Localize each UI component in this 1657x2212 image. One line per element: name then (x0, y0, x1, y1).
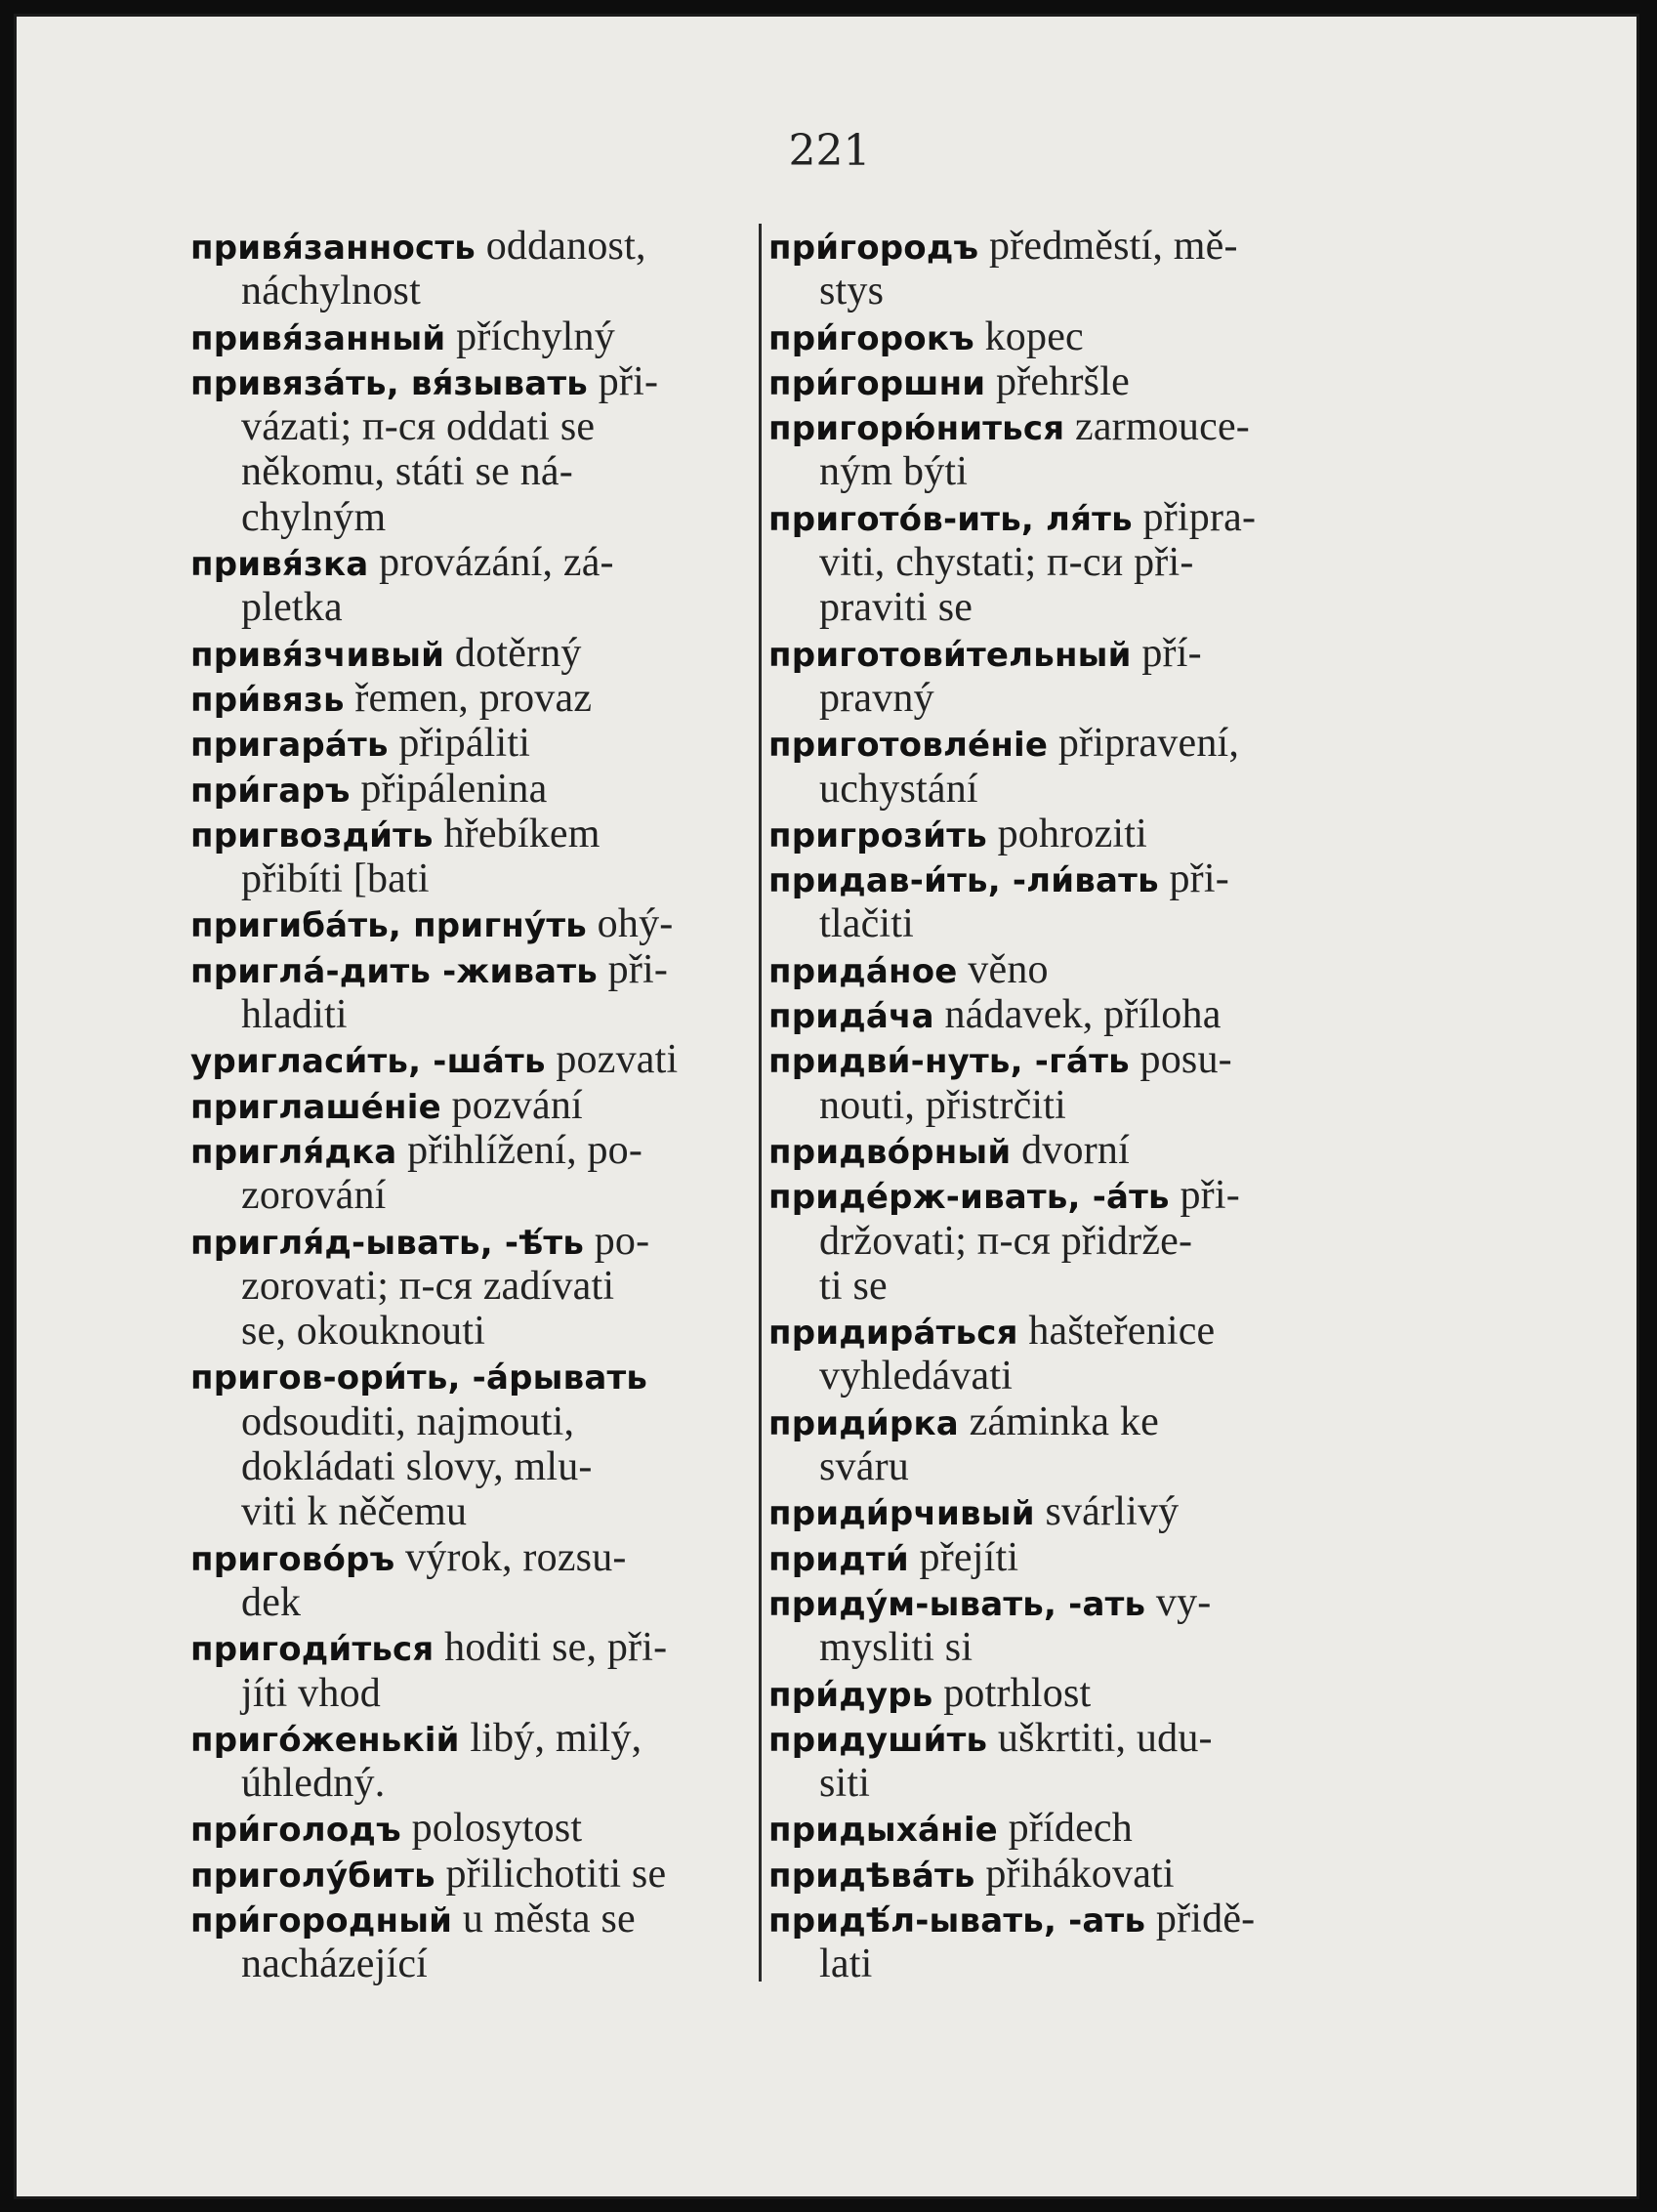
entry-first-line (190, 1625, 752, 1670)
entry-first-line (768, 1399, 1327, 1444)
dictionary-entry (768, 1128, 1327, 1173)
headword: приготови́тельный (768, 635, 1132, 675)
entry-first-line (768, 1580, 1327, 1625)
headword: уригласи́ть, -ша́ть (190, 1042, 546, 1082)
dictionary-entry (190, 1716, 752, 1807)
dictionary-entry (768, 1806, 1327, 1851)
translation-continuation: praviti se (819, 585, 973, 631)
dictionary-entry (768, 1580, 1327, 1671)
translation: pohroziti (997, 811, 1148, 856)
entry-first-line (768, 1671, 1327, 1716)
translation-continuation: se, okouknouti (241, 1309, 486, 1355)
translation: hoditi se, při- (444, 1625, 668, 1671)
entry-first-line (190, 631, 752, 676)
entry-first-line (768, 1173, 1327, 1218)
entry-first-line (768, 721, 1327, 766)
headword: прида́ча (768, 997, 934, 1037)
entry-first-line (190, 359, 752, 404)
headword: приди́рка (768, 1403, 959, 1443)
dictionary-entry (768, 812, 1327, 856)
dictionary-entry (190, 812, 752, 902)
dictionary-entry (190, 1852, 752, 1897)
dictionary-entry (768, 992, 1327, 1037)
dictionary-entry (768, 1535, 1327, 1580)
headword: пригово́ръ (190, 1539, 395, 1579)
translation-continuation: přibíti [bati (241, 856, 430, 902)
entry-first-line (190, 540, 752, 585)
entry-first-line (768, 992, 1327, 1037)
headword: придво́рный (768, 1132, 1012, 1172)
headword: пригля́дка (190, 1132, 397, 1172)
translation: pozvání (451, 1082, 583, 1128)
headword: при́горокъ (768, 318, 974, 358)
entry-first-line (768, 1489, 1327, 1534)
headword: привя́зчивый (190, 635, 445, 675)
translation-continuation: pravný (819, 675, 934, 721)
translation: provázání, zá- (379, 540, 614, 586)
headword: прида́ное (768, 951, 958, 991)
dictionary-entry (768, 721, 1327, 812)
translation-continuation: někomu, státi se ná- (241, 449, 573, 495)
headword: придѣ́л-ывать, -ать (768, 1900, 1146, 1941)
entry-first-line (768, 1897, 1327, 1941)
headword: пригла́-дить -живать (190, 951, 598, 991)
dictionary-entry (768, 495, 1327, 631)
translation: příchylný (456, 313, 615, 359)
dictionary-entry (768, 1671, 1327, 1716)
dictionary-entry (190, 359, 752, 540)
dictionary-entry (768, 359, 1327, 404)
translation: pozvati (556, 1037, 679, 1083)
translation: libý, milý, (470, 1715, 642, 1761)
headword: при́горшни (768, 363, 986, 403)
translation: přihlížení, po- (407, 1127, 643, 1173)
headword: при́голодъ (190, 1811, 401, 1851)
column-divider (759, 224, 762, 1982)
translation: oddanost, (485, 224, 646, 269)
entry-first-line (190, 1716, 752, 1761)
entry-first-line (768, 1037, 1327, 1082)
headword: приголу́бить (190, 1856, 435, 1896)
dictionary-entry (768, 314, 1327, 359)
entry-first-line (768, 631, 1327, 676)
dictionary-entry (190, 1083, 752, 1128)
translation: zarmouce- (1074, 404, 1250, 450)
translation-continuation: nouti, přistrčiti (819, 1082, 1067, 1128)
entry-first-line (768, 404, 1327, 449)
translation-continuation: hladiti (241, 992, 348, 1038)
translation: přilichotiti se (445, 1851, 667, 1897)
translation: při- (607, 946, 669, 992)
dictionary-entry (768, 1852, 1327, 1897)
entry-first-line (190, 1806, 752, 1851)
headword: придуши́ть (768, 1720, 988, 1760)
translation: posu- (1139, 1037, 1232, 1083)
entry-first-line (190, 1219, 752, 1264)
dictionary-entry (190, 224, 752, 314)
translation-continuation: pletka (241, 585, 343, 631)
headword: приде́рж-ивать, -а́ть (768, 1178, 1170, 1218)
dictionary-entry (768, 947, 1327, 992)
entry-first-line (768, 314, 1327, 359)
translation: ohý- (597, 901, 674, 947)
dictionary-entry (190, 540, 752, 631)
translation: přejíti (919, 1534, 1019, 1580)
dictionary-entry (190, 721, 752, 766)
translation-continuation: náchylnost (241, 269, 421, 314)
dictionary-entry (190, 1354, 752, 1534)
dictionary-entry (768, 224, 1327, 314)
dictionary-entry (190, 676, 752, 721)
translation-continuation: ti se (819, 1263, 888, 1309)
translation: při- (598, 358, 659, 404)
entry-first-line (190, 314, 752, 359)
translation-continuation: zorovati; п-ся zadívati (241, 1263, 615, 1309)
entry-first-line (768, 359, 1327, 404)
translation: u města se (462, 1896, 636, 1941)
entry-first-line (768, 1716, 1327, 1761)
right-column (768, 224, 1327, 1987)
dictionary-page (14, 14, 1639, 2199)
headword: приго́женькій (190, 1720, 460, 1760)
headword: придѣва́ть (768, 1856, 975, 1896)
translation-continuation: mysliti si (819, 1625, 973, 1671)
dictionary-entry (190, 1037, 752, 1082)
translation-continuation: lati (819, 1941, 873, 1987)
entry-first-line (768, 1852, 1327, 1897)
translation: hašteřenice (1028, 1309, 1216, 1355)
translation-continuation: úhledný. (241, 1761, 386, 1807)
headword: пригорю́ниться (768, 409, 1065, 449)
translation: po- (594, 1218, 650, 1264)
translation-continuation: viti, chystati; п-си při- (819, 540, 1194, 586)
entry-first-line (190, 1128, 752, 1173)
dictionary-entry (190, 1806, 752, 1851)
entry-first-line (190, 812, 752, 856)
translation-continuation: jíti vhod (241, 1670, 381, 1716)
headword: привяза́ть, вя́зывать (190, 363, 588, 403)
entry-first-line (768, 1309, 1327, 1354)
translation: předměstí, mě- (988, 224, 1238, 269)
translation: dvorní (1021, 1127, 1130, 1173)
entry-first-line (768, 1806, 1327, 1851)
translation: hřebíkem (443, 811, 601, 856)
entry-first-line (768, 224, 1327, 269)
headword: придыха́ніе (768, 1811, 998, 1851)
dictionary-entry (768, 631, 1327, 722)
entry-first-line (190, 1354, 752, 1398)
entry-first-line (190, 1535, 752, 1580)
headword: придти́ (768, 1539, 909, 1579)
headword: при́гаръ (190, 771, 351, 811)
entry-first-line (190, 767, 752, 812)
headword: при́городный (190, 1900, 453, 1941)
headword: при́вязь (190, 680, 345, 720)
headword: привя́занный (190, 318, 446, 358)
dictionary-entry (768, 1716, 1327, 1807)
entry-first-line (190, 1852, 752, 1897)
translation: svárlivý (1045, 1489, 1180, 1535)
dictionary-entry (768, 1309, 1327, 1399)
translation: připra- (1142, 494, 1257, 540)
entry-first-line (190, 947, 752, 992)
dictionary-entry (190, 1128, 752, 1219)
translation: potrhlost (943, 1670, 1092, 1716)
translation-continuation: tlačiti (819, 901, 915, 947)
translation: řemen, provaz (354, 675, 593, 721)
translation: přídech (1008, 1806, 1133, 1852)
translation-continuation: ným býti (819, 449, 969, 495)
headword: привя́зка (190, 545, 369, 585)
headword: приглаше́ніе (190, 1087, 441, 1127)
translation-continuation: dokládati slovy, mlu- (241, 1444, 593, 1490)
headword: пригля́д-ывать, -ѣ́ть (190, 1223, 585, 1263)
translation: při- (1169, 856, 1229, 902)
headword: пригрози́ть (768, 815, 987, 856)
entry-first-line (190, 224, 752, 269)
entry-first-line (190, 721, 752, 766)
left-column (190, 224, 752, 1987)
entry-first-line (768, 856, 1327, 901)
dictionary-entry (190, 1535, 752, 1626)
entry-first-line (190, 1083, 752, 1128)
headword: приди́рчивый (768, 1494, 1035, 1534)
dictionary-entry (190, 1625, 752, 1716)
entry-first-line (768, 495, 1327, 540)
entry-first-line (768, 947, 1327, 992)
headword: пригара́ть (190, 726, 389, 766)
translation-continuation: stys (819, 269, 885, 314)
entry-first-line (768, 1128, 1327, 1173)
dictionary-entry (190, 901, 752, 946)
translation-continuation: dek (241, 1579, 302, 1625)
dictionary-entry (768, 856, 1327, 947)
translation: kopec (984, 313, 1084, 359)
dictionary-entry (190, 767, 752, 812)
translation: připravení, (1057, 721, 1240, 767)
translation: připáliti (398, 721, 531, 767)
entry-first-line (768, 812, 1327, 856)
translation-continuation: držovati; п-ся přidrže- (819, 1218, 1193, 1264)
translation-continuation: vázati; п-ся oddati se (241, 404, 596, 450)
translation: výrok, rozsu- (405, 1534, 627, 1580)
dictionary-entry (768, 1037, 1327, 1128)
translation: přihákovati (985, 1851, 1175, 1897)
translation-continuation: uchystání (819, 766, 978, 812)
entry-first-line (190, 1037, 752, 1082)
headword: придви́-нуть, -га́ть (768, 1042, 1130, 1082)
headword: пригов-ори́ть, -а́рывать (190, 1358, 648, 1398)
entry-first-line (190, 676, 752, 721)
translation-continuation: zorování (241, 1173, 387, 1219)
dictionary-entry (190, 947, 752, 1038)
dictionary-entry (190, 314, 752, 359)
translation: připálenina (360, 766, 548, 812)
translation: nádavek, příloha (944, 992, 1222, 1038)
translation-continuation: vyhledávati (819, 1354, 1014, 1399)
translation: věno (968, 946, 1049, 992)
headword: пригвозди́ть (190, 815, 434, 856)
entry-first-line (768, 1535, 1327, 1580)
translation: pří- (1141, 630, 1202, 676)
translation: polosytost (411, 1806, 583, 1852)
translation: vy- (1155, 1579, 1212, 1625)
translation-continuation: chylným (241, 494, 387, 540)
headword: пригиба́ть, пригну́ть (190, 906, 587, 946)
translation-continuation: odsouditi, najmouti, (241, 1398, 575, 1444)
page-number: 221 (788, 126, 871, 176)
dictionary-entry (190, 1219, 752, 1355)
dictionary-entry (190, 631, 752, 676)
dictionary-entry (768, 1489, 1327, 1534)
headword: при́городъ (768, 229, 979, 268)
headword: пригото́в-ить, ля́ть (768, 499, 1133, 539)
entry-first-line (190, 1897, 752, 1941)
dictionary-entry (768, 404, 1327, 495)
dictionary-entry (768, 1173, 1327, 1309)
headword: привя́занность (190, 229, 476, 268)
headword: пригоди́ться (190, 1630, 435, 1670)
headword: придав-и́ть, -ли́вать (768, 861, 1159, 901)
translation: uškrtiti, udu- (997, 1715, 1213, 1761)
dictionary-entry (768, 1897, 1327, 1987)
headword: придира́ться (768, 1314, 1018, 1354)
headword: приду́м-ывать, -ать (768, 1584, 1146, 1624)
translation-continuation: siti (819, 1761, 871, 1807)
translation-continuation: sváru (819, 1444, 909, 1490)
translation-continuation: viti k něčemu (241, 1489, 468, 1535)
headword: при́дурь (768, 1675, 933, 1715)
dictionary-entry (768, 1399, 1327, 1490)
headword: приготовле́ніе (768, 726, 1049, 766)
entry-first-line (190, 901, 752, 946)
translation-continuation: nacházející (241, 1941, 429, 1987)
translation: při- (1180, 1173, 1240, 1219)
translation: záminka ke (969, 1398, 1160, 1444)
translation: dotěrný (454, 630, 582, 676)
translation: přidě- (1155, 1896, 1256, 1941)
translation: přehršle (996, 358, 1130, 404)
dictionary-entry (190, 1897, 752, 1987)
